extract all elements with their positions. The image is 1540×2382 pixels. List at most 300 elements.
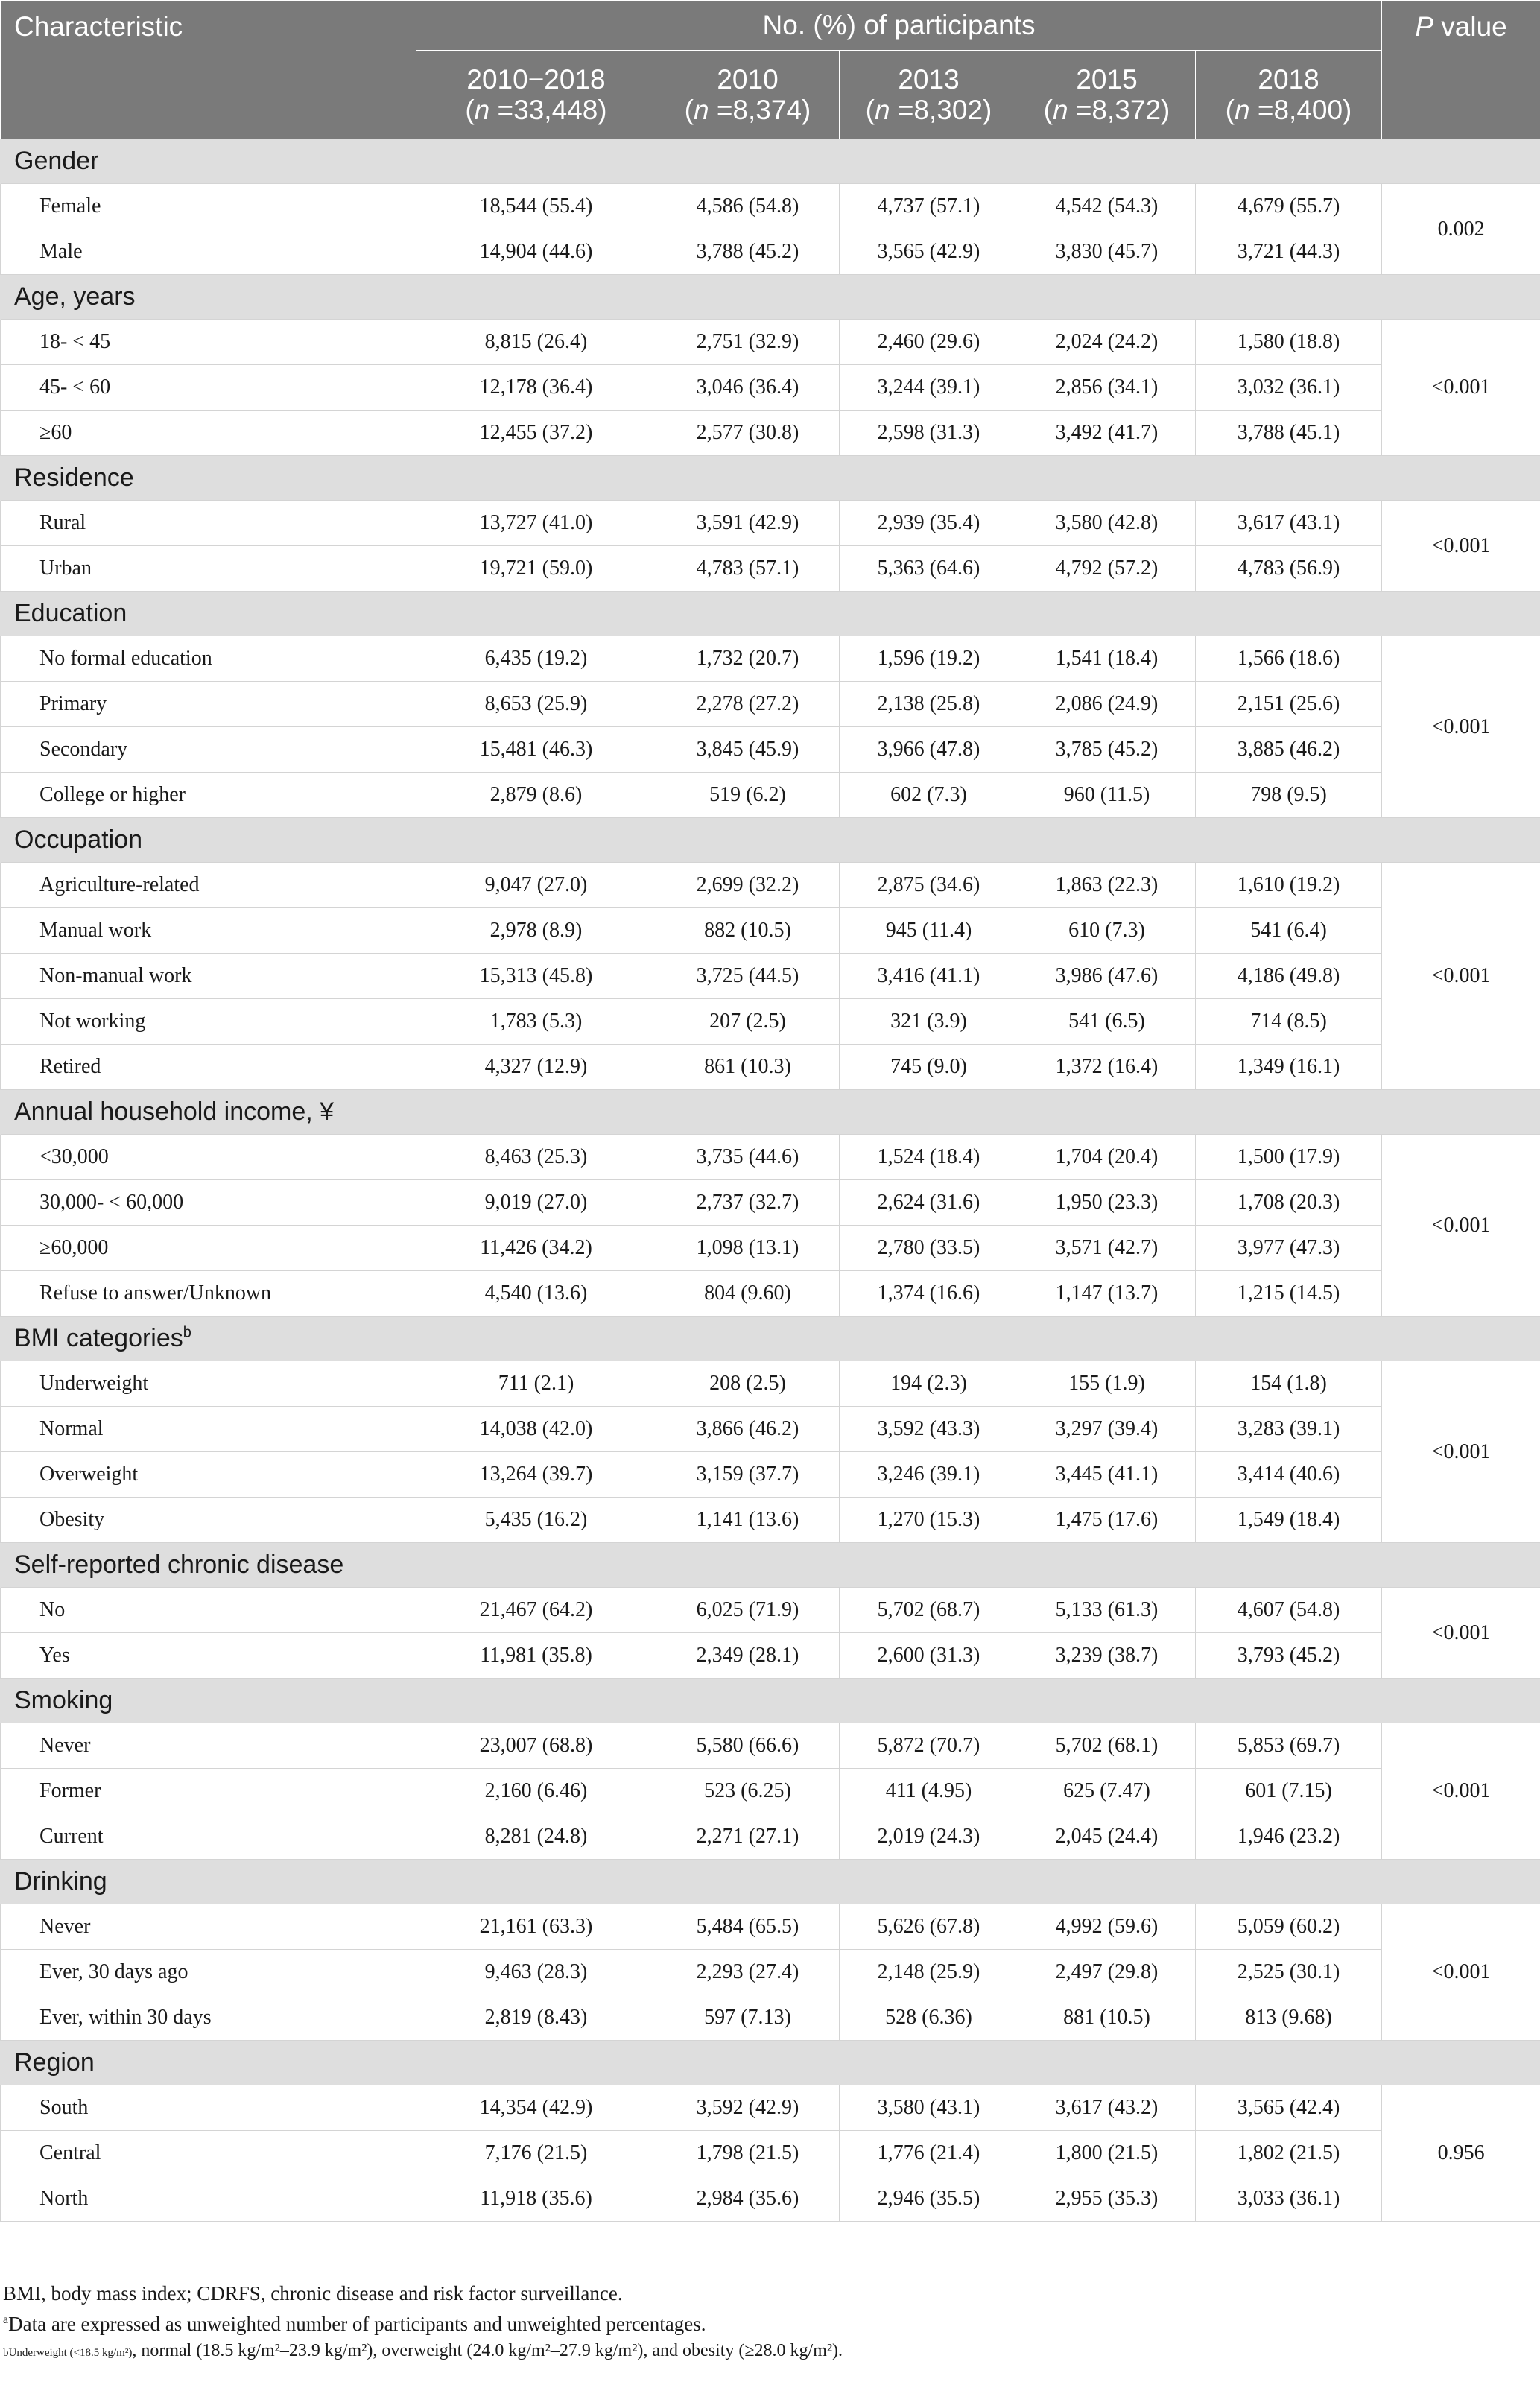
table-cell: 2,019 (24.3) (840, 1814, 1018, 1860)
table-cell: 2,460 (29.6) (840, 320, 1018, 365)
table-cell: 1,610 (19.2) (1196, 863, 1382, 908)
n-value: =8,302) (890, 95, 992, 125)
table-cell: 3,416 (41.1) (840, 954, 1018, 999)
table-cell: 5,059 (60.2) (1196, 1904, 1382, 1950)
row-label: No (1, 1588, 416, 1633)
table-cell: 4,737 (57.1) (840, 184, 1018, 229)
table-cell: 2,751 (32.9) (656, 320, 840, 365)
header-n-label (1032, 95, 1182, 125)
row-label: 18- < 45 (1, 320, 416, 365)
table-cell: 3,246 (39.1) (840, 1452, 1018, 1498)
table-cell: 13,727 (41.0) (416, 501, 656, 546)
table-cell: 5,853 (69.7) (1196, 1723, 1382, 1769)
table-row (1, 1769, 1540, 1814)
table-cell: 3,788 (45.1) (1196, 411, 1382, 456)
table-row (1, 1588, 1540, 1633)
table-cell: 2,160 (6.46) (416, 1769, 656, 1814)
row-label: Ever, within 30 days (1, 1995, 416, 2041)
table-cell: 601 (7.15) (1196, 1769, 1382, 1814)
table-cell: 2,875 (34.6) (840, 863, 1018, 908)
table-cell: 14,904 (44.6) (416, 229, 656, 275)
table-row (1, 1407, 1540, 1452)
table-cell: 5,626 (67.8) (840, 1904, 1018, 1950)
section-row (1, 592, 1540, 636)
table-cell: 1,349 (16.1) (1196, 1045, 1382, 1090)
section-title-text: Drinking (14, 1867, 107, 1895)
table-row (1, 1226, 1540, 1271)
table-cell: 2,138 (25.8) (840, 682, 1018, 727)
header-year-label: 2015 (1076, 63, 1138, 95)
table-header (1, 1, 1540, 139)
table-row (1, 1995, 1540, 2041)
table-cell: 11,426 (34.2) (416, 1226, 656, 1271)
section-row (1, 1090, 1540, 1135)
table-cell: 3,033 (36.1) (1196, 2176, 1382, 2222)
row-label: Obesity (1, 1498, 416, 1543)
table-cell: 3,297 (39.4) (1018, 1407, 1196, 1452)
header-n-label (853, 95, 1004, 125)
row-label: Agriculture-related (1, 863, 416, 908)
table-cell: 154 (1.8) (1196, 1361, 1382, 1407)
p-value-cell: <0.001 (1382, 320, 1540, 456)
table-cell: 798 (9.5) (1196, 773, 1382, 818)
table-cell: 208 (2.5) (656, 1361, 840, 1407)
header-year-col (656, 51, 840, 139)
n-value: =33,448) (489, 95, 607, 125)
table-cell: 1,946 (23.2) (1196, 1814, 1382, 1860)
footnotes (0, 2280, 1540, 2366)
table-row (1, 1045, 1540, 1090)
table-cell: 8,653 (25.9) (416, 682, 656, 727)
table-cell: 3,785 (45.2) (1018, 727, 1196, 773)
section-title-text: BMI categories (14, 1324, 183, 1352)
table-cell: 3,492 (41.7) (1018, 411, 1196, 456)
header-year-col (416, 51, 656, 139)
table-row (1, 1723, 1540, 1769)
table-cell: 5,872 (70.7) (840, 1723, 1018, 1769)
table-row (1, 229, 1540, 275)
row-label: 45- < 60 (1, 365, 416, 411)
table-cell: 5,133 (61.3) (1018, 1588, 1196, 1633)
table-cell: 1,524 (18.4) (840, 1135, 1018, 1180)
table-cell: 3,977 (47.3) (1196, 1226, 1382, 1271)
row-label: Yes (1, 1633, 416, 1679)
table-row (1, 863, 1540, 908)
footnote-a-mark: a (3, 2313, 9, 2326)
n-italic: n (474, 95, 490, 125)
p-italic: P (1415, 11, 1434, 42)
table-cell: 3,617 (43.1) (1196, 501, 1382, 546)
section-title-text: Gender (14, 147, 99, 175)
header-n-label (670, 95, 826, 125)
table-body (1, 139, 1540, 2222)
table-cell: 3,788 (45.2) (656, 229, 840, 275)
p-value-cell: 0.956 (1382, 2085, 1540, 2222)
table-cell: 3,866 (46.2) (656, 1407, 840, 1452)
table-cell: 2,497 (29.8) (1018, 1950, 1196, 1995)
table-cell: 881 (10.5) (1018, 1995, 1196, 2041)
table-cell: 3,565 (42.4) (1196, 2085, 1382, 2131)
section-title-text: Age, years (14, 282, 136, 311)
section-row (1, 1860, 1540, 1904)
section-title (1, 1317, 1540, 1361)
p-value-cell: <0.001 (1382, 1588, 1540, 1679)
table-cell: 4,792 (57.2) (1018, 546, 1196, 592)
n-italic: n (874, 95, 890, 125)
table-row (1, 320, 1540, 365)
table-cell: 194 (2.3) (840, 1361, 1018, 1407)
table-row (1, 773, 1540, 818)
table-cell: 2,955 (35.3) (1018, 2176, 1196, 2222)
section-title-text: Annual household income, ¥ (14, 1097, 335, 1126)
table-cell: 1,950 (23.3) (1018, 1180, 1196, 1226)
footnote-b (0, 2337, 1540, 2366)
table-row (1, 2176, 1540, 2222)
table-cell: 4,783 (57.1) (656, 546, 840, 592)
table-row (1, 1135, 1540, 1180)
section-row (1, 275, 1540, 320)
table-cell: 4,992 (59.6) (1018, 1904, 1196, 1950)
row-label: No formal education (1, 636, 416, 682)
table-row (1, 411, 1540, 456)
header-year-label: 2013 (898, 63, 960, 95)
section-title (1, 1860, 1540, 1904)
table-row (1, 365, 1540, 411)
table-cell: 1,708 (20.3) (1196, 1180, 1382, 1226)
row-label: Not working (1, 999, 416, 1045)
table-row (1, 636, 1540, 682)
table-cell: 6,025 (71.9) (656, 1588, 840, 1633)
table-cell: 19,721 (59.0) (416, 546, 656, 592)
table-cell: 3,617 (43.2) (1018, 2085, 1196, 2131)
table-cell: 9,047 (27.0) (416, 863, 656, 908)
footnote-b-text: , normal (18.5 kg/m²–23.9 kg/m²), overweight (24.0 kg/m²–27.9 kg/m²), and obesity (≥28.0 kg/m²). (132, 2341, 843, 2360)
table-cell: 804 (9.60) (656, 1271, 840, 1317)
paren-open: ( (465, 95, 475, 125)
table-cell: 2,577 (30.8) (656, 411, 840, 456)
table-cell: 1,372 (16.4) (1018, 1045, 1196, 1090)
table-cell: 2,278 (27.2) (656, 682, 840, 727)
table-cell: 602 (7.3) (840, 773, 1018, 818)
table-cell: 2,598 (31.3) (840, 411, 1018, 456)
n-italic: n (693, 95, 709, 125)
table-cell: 8,815 (26.4) (416, 320, 656, 365)
table-cell: 2,349 (28.1) (656, 1633, 840, 1679)
table-cell: 8,463 (25.3) (416, 1135, 656, 1180)
table-row (1, 184, 1540, 229)
n-value: =8,374) (709, 95, 811, 125)
table-row (1, 1180, 1540, 1226)
table-cell: 2,293 (27.4) (656, 1950, 840, 1995)
header-participants-group: No. (%) of participants (416, 1, 1382, 51)
table-row (1, 908, 1540, 954)
table-cell: 2,271 (27.1) (656, 1814, 840, 1860)
table-cell: 3,244 (39.1) (840, 365, 1018, 411)
table-cell: 3,592 (42.9) (656, 2085, 840, 2131)
table-cell: 3,845 (45.9) (656, 727, 840, 773)
table-cell: 3,571 (42.7) (1018, 1226, 1196, 1271)
table-cell: 3,046 (36.4) (656, 365, 840, 411)
table-cell: 14,038 (42.0) (416, 1407, 656, 1452)
table-cell: 2,737 (32.7) (656, 1180, 840, 1226)
table-cell: 597 (7.13) (656, 1995, 840, 2041)
table-row (1, 1633, 1540, 1679)
table-cell: 3,283 (39.1) (1196, 1407, 1382, 1452)
table-cell: 2,939 (35.4) (840, 501, 1018, 546)
table-cell: 3,580 (43.1) (840, 2085, 1018, 2131)
row-label: 30,000- < 60,000 (1, 1180, 416, 1226)
table-cell: 714 (8.5) (1196, 999, 1382, 1045)
table-cell: 2,879 (8.6) (416, 773, 656, 818)
table-row (1, 1361, 1540, 1407)
header-year-col (840, 51, 1018, 139)
section-title (1, 818, 1540, 863)
table-cell: 519 (6.2) (656, 773, 840, 818)
table-cell: 1,141 (13.6) (656, 1498, 840, 1543)
table-row (1, 1950, 1540, 1995)
section-title-text: Self-reported chronic disease (14, 1550, 344, 1579)
table-cell: 882 (10.5) (656, 908, 840, 954)
table-cell: 1,783 (5.3) (416, 999, 656, 1045)
row-label: Primary (1, 682, 416, 727)
table-cell: 15,313 (45.8) (416, 954, 656, 999)
table-cell: 2,946 (35.5) (840, 2176, 1018, 2222)
table-cell: 12,455 (37.2) (416, 411, 656, 456)
row-label: Never (1, 1904, 416, 1950)
table-cell: 3,721 (44.3) (1196, 229, 1382, 275)
table-cell: 711 (2.1) (416, 1361, 656, 1407)
section-row (1, 1317, 1540, 1361)
row-label: Urban (1, 546, 416, 592)
row-label: Current (1, 1814, 416, 1860)
footnote-a-text: Data are expressed as unweighted number of participants and unweighted percentages. (8, 2313, 706, 2335)
p-rest: value (1433, 11, 1507, 42)
p-value-cell: <0.001 (1382, 863, 1540, 1090)
section-row (1, 1543, 1540, 1588)
table-cell: 3,735 (44.6) (656, 1135, 840, 1180)
section-row (1, 456, 1540, 501)
header-p-value (1382, 1, 1540, 139)
table-cell: 1,596 (19.2) (840, 636, 1018, 682)
table-cell: 18,544 (55.4) (416, 184, 656, 229)
table-cell: 2,699 (32.2) (656, 863, 840, 908)
row-label: Central (1, 2131, 416, 2176)
paren-open: ( (865, 95, 875, 125)
row-label: Manual work (1, 908, 416, 954)
table-cell: 1,215 (14.5) (1196, 1271, 1382, 1317)
table-cell: 3,239 (38.7) (1018, 1633, 1196, 1679)
p-value-cell: 0.002 (1382, 184, 1540, 275)
n-value: =8,372) (1068, 95, 1170, 125)
table-cell: 1,147 (13.7) (1018, 1271, 1196, 1317)
header-year-label: 2010−2018 (466, 63, 606, 95)
table-cell: 2,525 (30.1) (1196, 1950, 1382, 1995)
table-cell: 4,783 (56.9) (1196, 546, 1382, 592)
row-label: Secondary (1, 727, 416, 773)
table-cell: 2,148 (25.9) (840, 1950, 1018, 1995)
row-label: Male (1, 229, 416, 275)
row-label: Former (1, 1769, 416, 1814)
section-title-text: Smoking (14, 1686, 113, 1714)
p-value-cell: <0.001 (1382, 1361, 1540, 1543)
table-cell: 7,176 (21.5) (416, 2131, 656, 2176)
row-label: College or higher (1, 773, 416, 818)
table-cell: 2,856 (34.1) (1018, 365, 1196, 411)
table-cell: 861 (10.3) (656, 1045, 840, 1090)
table-cell: 1,500 (17.9) (1196, 1135, 1382, 1180)
table-cell: 4,586 (54.8) (656, 184, 840, 229)
table-cell: 12,178 (36.4) (416, 365, 656, 411)
table-cell: 3,445 (41.1) (1018, 1452, 1196, 1498)
table-cell: 2,086 (24.9) (1018, 682, 1196, 727)
table-cell: 2,819 (8.43) (416, 1995, 656, 2041)
table-cell: 3,830 (45.7) (1018, 229, 1196, 275)
header-characteristic: Characteristic (1, 1, 416, 139)
table-cell: 1,863 (22.3) (1018, 863, 1196, 908)
table-cell: 960 (11.5) (1018, 773, 1196, 818)
header-n-label (430, 95, 642, 125)
row-label: ≥60 (1, 411, 416, 456)
paren-open: ( (684, 95, 694, 125)
table-cell: 5,363 (64.6) (840, 546, 1018, 592)
header-year-col (1018, 51, 1196, 139)
table-cell: 207 (2.5) (656, 999, 840, 1045)
row-label: <30,000 (1, 1135, 416, 1180)
table-cell: 3,725 (44.5) (656, 954, 840, 999)
section-row (1, 139, 1540, 184)
table-cell: 4,540 (13.6) (416, 1271, 656, 1317)
footnote-abbreviations: BMI, body mass index; CDRFS, chronic disease and risk factor surveillance. (3, 2282, 623, 2305)
header-year-label: 2018 (1258, 63, 1319, 95)
row-label: Normal (1, 1407, 416, 1452)
header-n-label (1209, 95, 1368, 125)
table-cell: 5,580 (66.6) (656, 1723, 840, 1769)
table-row (1, 1271, 1540, 1317)
table-cell: 1,270 (15.3) (840, 1498, 1018, 1543)
table-cell: 3,565 (42.9) (840, 229, 1018, 275)
section-title (1, 2041, 1540, 2085)
section-title (1, 456, 1540, 501)
row-label: Never (1, 1723, 416, 1769)
row-label: Overweight (1, 1452, 416, 1498)
table-cell: 1,566 (18.6) (1196, 636, 1382, 682)
section-title (1, 1679, 1540, 1723)
table-cell: 1,580 (18.8) (1196, 320, 1382, 365)
table-cell: 625 (7.47) (1018, 1769, 1196, 1814)
section-title-text: Residence (14, 463, 134, 492)
table-cell: 2,045 (24.4) (1018, 1814, 1196, 1860)
table-cell: 4,327 (12.9) (416, 1045, 656, 1090)
table-cell: 4,542 (54.3) (1018, 184, 1196, 229)
table-cell: 15,481 (46.3) (416, 727, 656, 773)
p-value-cell: <0.001 (1382, 501, 1540, 592)
table-cell: 5,435 (16.2) (416, 1498, 656, 1543)
table-cell: 321 (3.9) (840, 999, 1018, 1045)
table-cell: 21,467 (64.2) (416, 1588, 656, 1633)
paren-open: ( (1225, 95, 1235, 125)
table-cell: 13,264 (39.7) (416, 1452, 656, 1498)
table-cell: 9,019 (27.0) (416, 1180, 656, 1226)
section-title-text: Occupation (14, 826, 142, 854)
row-label: Ever, 30 days ago (1, 1950, 416, 1995)
table-cell: 1,374 (16.6) (840, 1271, 1018, 1317)
table-cell: 2,151 (25.6) (1196, 682, 1382, 727)
table-cell: 1,704 (20.4) (1018, 1135, 1196, 1180)
p-value-cell: <0.001 (1382, 1723, 1540, 1860)
table-cell: 528 (6.36) (840, 1995, 1018, 2041)
table-row (1, 1452, 1540, 1498)
table-cell: 745 (9.0) (840, 1045, 1018, 1090)
table-cell: 1,098 (13.1) (656, 1226, 840, 1271)
section-title (1, 592, 1540, 636)
table-cell: 523 (6.25) (656, 1769, 840, 1814)
table-cell: 1,802 (21.5) (1196, 2131, 1382, 2176)
table-cell: 2,984 (35.6) (656, 2176, 840, 2222)
table-cell: 23,007 (68.8) (416, 1723, 656, 1769)
table-cell: 155 (1.9) (1018, 1361, 1196, 1407)
row-label: ≥60,000 (1, 1226, 416, 1271)
table-cell: 3,592 (43.3) (840, 1407, 1018, 1452)
section-row (1, 2041, 1540, 2085)
row-label: Refuse to answer/Unknown (1, 1271, 416, 1317)
footnote-a (0, 2307, 1540, 2337)
row-label: Retired (1, 1045, 416, 1090)
n-italic: n (1235, 95, 1250, 125)
table-cell: 2,624 (31.6) (840, 1180, 1018, 1226)
table-cell: 5,702 (68.1) (1018, 1723, 1196, 1769)
table-cell: 11,981 (35.8) (416, 1633, 656, 1679)
section-title (1, 275, 1540, 320)
table-row (1, 1498, 1540, 1543)
table-cell: 1,800 (21.5) (1018, 2131, 1196, 2176)
table-cell: 21,161 (63.3) (416, 1904, 656, 1950)
table-cell: 4,679 (55.7) (1196, 184, 1382, 229)
table-cell: 1,798 (21.5) (656, 2131, 840, 2176)
n-italic: n (1052, 95, 1068, 125)
table-cell: 11,918 (35.6) (416, 2176, 656, 2222)
table-cell: 3,885 (46.2) (1196, 727, 1382, 773)
header-year-label: 2010 (717, 63, 779, 95)
table-cell: 813 (9.68) (1196, 1995, 1382, 2041)
table-row (1, 727, 1540, 773)
table-cell: 4,607 (54.8) (1196, 1588, 1382, 1633)
table-row (1, 682, 1540, 727)
table-cell: 3,986 (47.6) (1018, 954, 1196, 999)
table-cell: 3,793 (45.2) (1196, 1633, 1382, 1679)
table-cell: 411 (4.95) (840, 1769, 1018, 1814)
section-row (1, 1679, 1540, 1723)
footnote-b-small: bUnderweight (<18.5 kg/m²) (3, 2347, 133, 2359)
table-cell: 610 (7.3) (1018, 908, 1196, 954)
p-value-cell: <0.001 (1382, 636, 1540, 818)
table-cell: 2,780 (33.5) (840, 1226, 1018, 1271)
table-row (1, 1904, 1540, 1950)
table-cell: 3,966 (47.8) (840, 727, 1018, 773)
table-cell: 1,776 (21.4) (840, 2131, 1018, 2176)
row-label: Female (1, 184, 416, 229)
table-cell: 9,463 (28.3) (416, 1950, 656, 1995)
n-value: =8,400) (1249, 95, 1352, 125)
section-title (1, 139, 1540, 184)
row-label: Non-manual work (1, 954, 416, 999)
table-cell: 1,732 (20.7) (656, 636, 840, 682)
table-row (1, 954, 1540, 999)
table-cell: 2,024 (24.2) (1018, 320, 1196, 365)
table-cell: 6,435 (19.2) (416, 636, 656, 682)
table-cell: 2,600 (31.3) (840, 1633, 1018, 1679)
table-cell: 541 (6.4) (1196, 908, 1382, 954)
section-title (1, 1543, 1540, 1588)
